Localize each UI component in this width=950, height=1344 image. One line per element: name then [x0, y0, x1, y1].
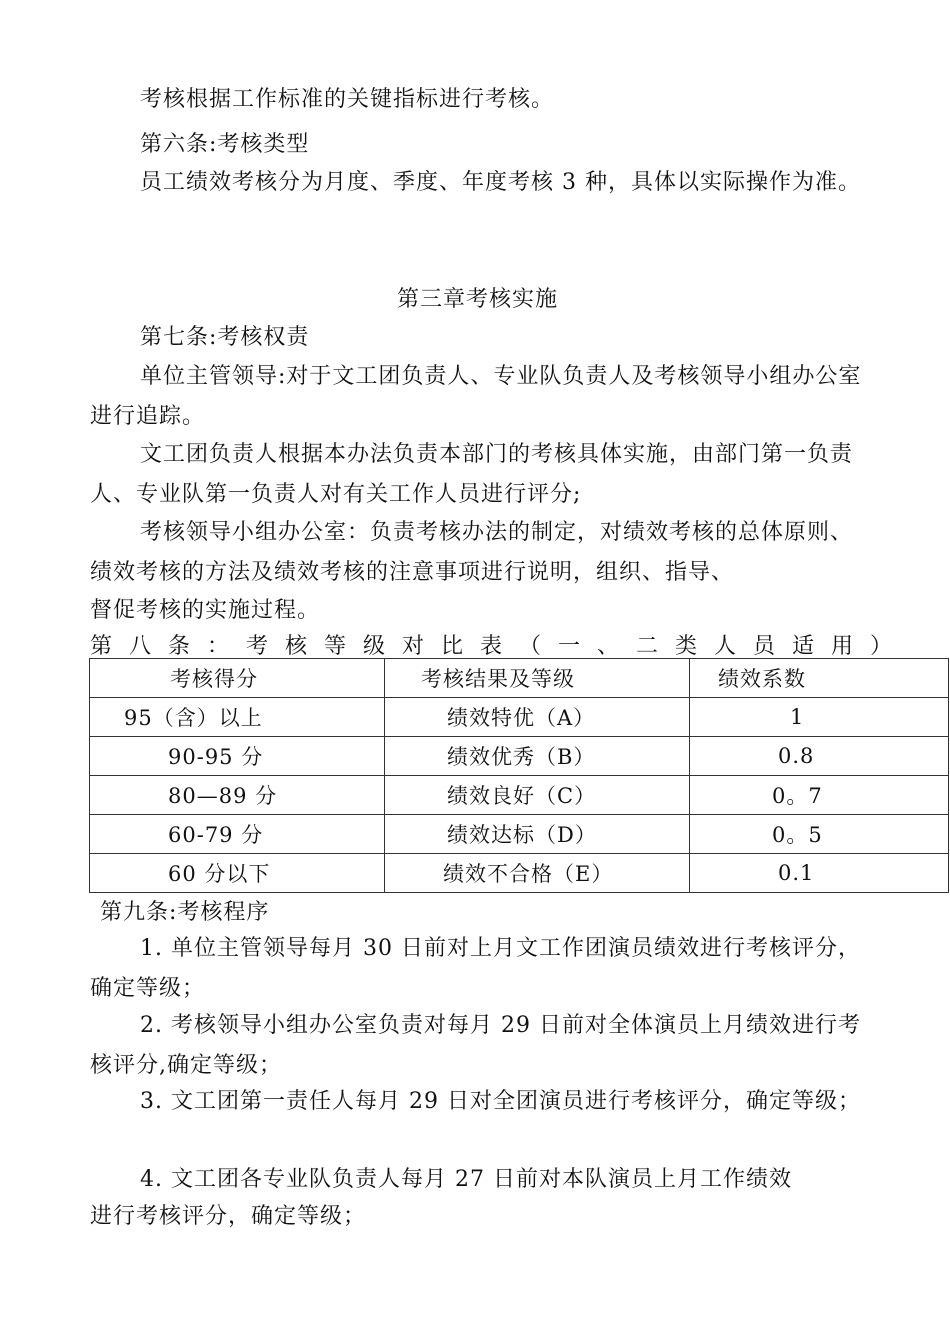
table-row [90, 815, 949, 854]
procedure-step-2: 2. 考核领导小组办公室负责对每月 29 日前对全体演员上月绩效进行考核评分,确定等级； [90, 1013, 861, 1078]
score-cell: 95（含）以上 [90, 698, 385, 737]
coefficient-cell: 0.1 [690, 854, 949, 893]
grade-cell: 绩效优秀（B） [385, 737, 690, 776]
table-row [90, 854, 949, 893]
paragraph-office-duty-cont: 督促考核的实施过程。 [90, 598, 321, 623]
paragraph-assessment-types: 员工绩效考核分为月度、季度、年度考核 3 种，具体以实际操作为准。 [140, 170, 861, 195]
grade-comparison-table [89, 658, 949, 893]
coefficient-cell: 0。5 [690, 815, 949, 854]
coefficient-cell: 0。7 [690, 776, 949, 815]
score-cell: 60-79 分 [90, 815, 385, 854]
header-result-grade: 考核结果及等级 [385, 659, 690, 698]
chapter-three-title: 第三章考核实施 [396, 287, 558, 312]
article-nine-heading: 第九条:考核程序 [100, 900, 270, 925]
table-header-row [90, 659, 949, 698]
coefficient-cell: 1 [690, 698, 949, 737]
paragraph-office-duty: 考核领导小组办公室：负责考核办法的制定，对绩效考核的总体原则、绩效考核的方法及绩效考核的注意事项进行说明，组织、指导、 [90, 520, 854, 585]
procedure-step-4: 4. 文工团各专业队负责人每月 27 日前对本队演员上月工作绩效 [140, 1167, 792, 1192]
grade-cell: 绩效达标（D） [385, 815, 690, 854]
score-cell: 90-95 分 [90, 737, 385, 776]
grade-cell: 绩效特优（A） [385, 698, 690, 737]
procedure-step-1: 1. 单位主管领导每月 30 日前对上月文工作团演员绩效进行考核评分，确定等级； [90, 936, 861, 1001]
table-row [90, 698, 949, 737]
procedure-step-4-cont: 进行考核评分，确定等级； [90, 1204, 367, 1229]
paragraph-troupe-leader-duty: 文工团负责人根据本办法负责本部门的考核具体实施，由部门第一负责人、专业队第一负责人对有关工作人员进行评分; [90, 442, 854, 507]
article-seven-heading: 第七条:考核权责 [140, 325, 310, 350]
score-cell: 80—89 分 [90, 776, 385, 815]
score-cell: 60 分以下 [90, 854, 385, 893]
procedure-step-3: 3. 文工团第一责任人每月 29 日对全团演员进行考核评分，确定等级； [140, 1089, 861, 1114]
paragraph-unit-leader-duty: 单位主管领导:对于文工团负责人、专业队负责人及考核领导小组办公室进行追踪。 [90, 364, 862, 429]
coefficient-cell: 0.8 [690, 737, 949, 776]
header-coefficient: 绩效系数 [690, 659, 949, 698]
article-eight-heading: 第八条：考核等级对比表（一、二类人员适用） [90, 634, 910, 659]
grade-cell: 绩效良好（C） [385, 776, 690, 815]
grade-cell: 绩效不合格（E） [385, 854, 690, 893]
table-row [90, 776, 949, 815]
header-score: 考核得分 [90, 659, 385, 698]
article-six-heading: 第六条:考核类型 [140, 132, 310, 157]
table-row [90, 737, 949, 776]
paragraph-assessment-basis: 考核根据工作标准的关键指标进行考核。 [140, 87, 555, 112]
